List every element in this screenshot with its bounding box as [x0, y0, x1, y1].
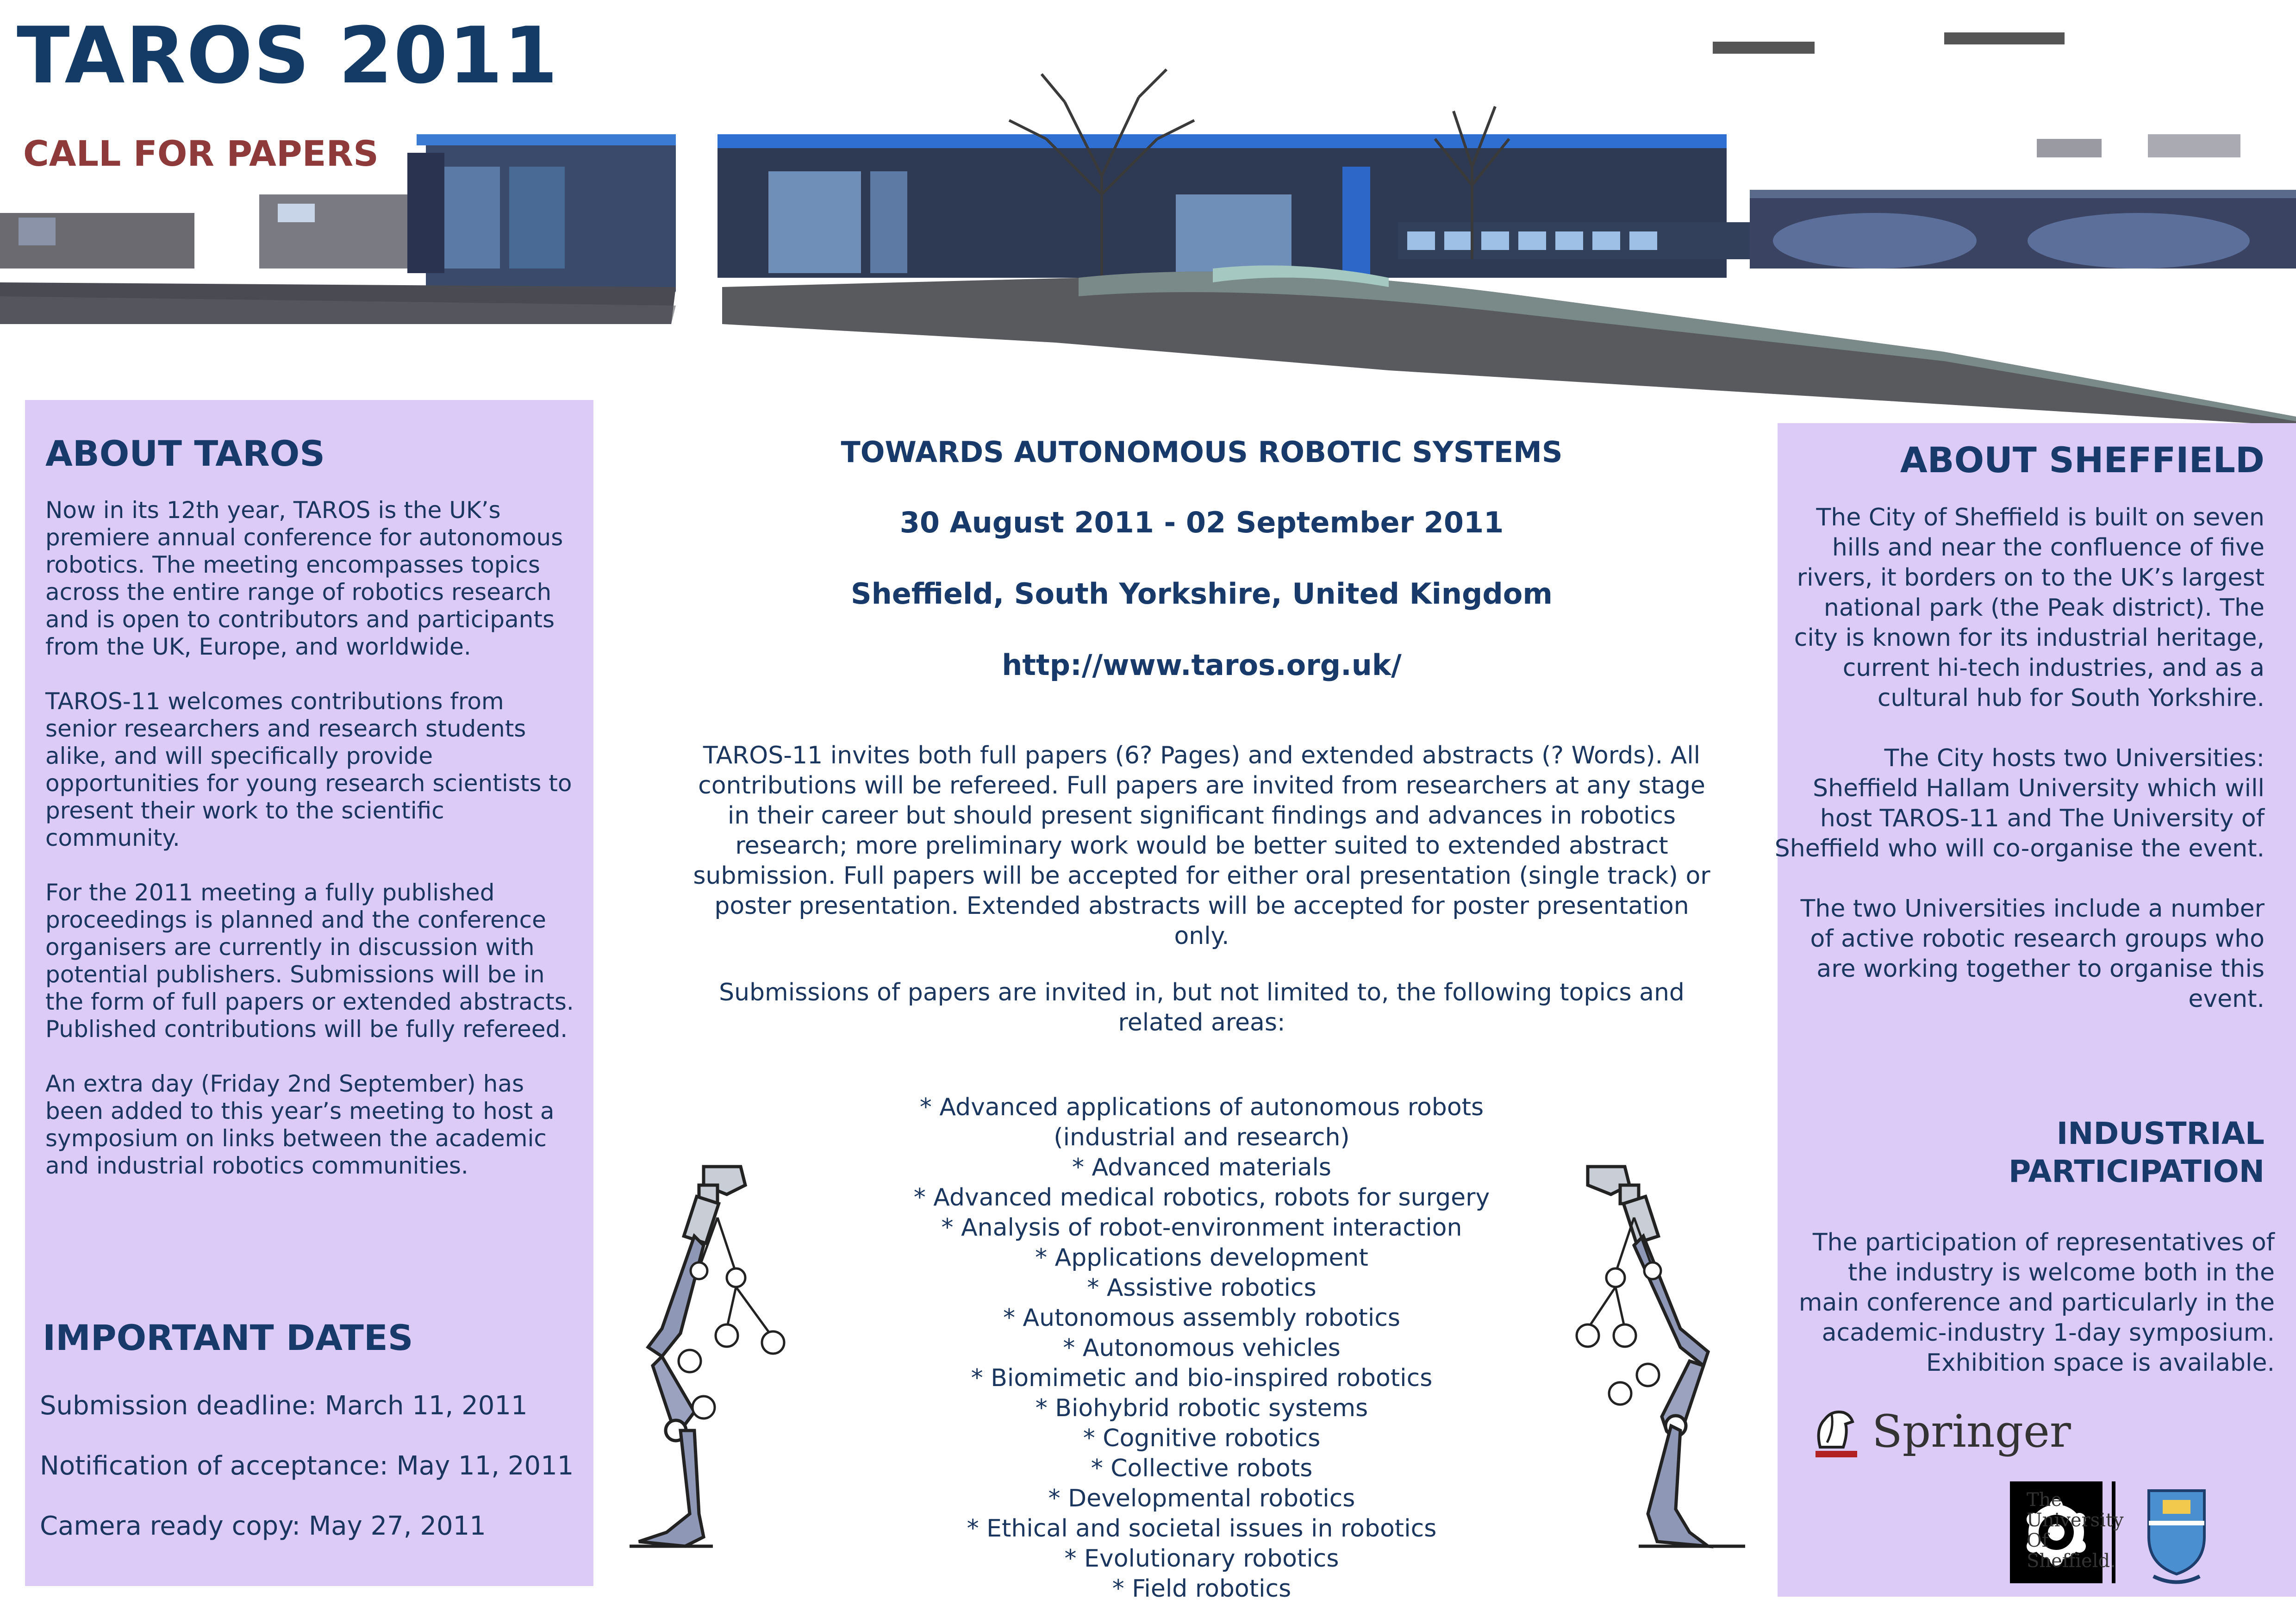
- conference-dates: 30 August 2011 - 02 September 2011: [899, 506, 1504, 539]
- uni-wordmark-line: Sheffield.: [2027, 1550, 2116, 1572]
- about-sheffield-panel: [1774, 423, 2296, 1597]
- submission-deadline: Submission deadline: March 11, 2011: [40, 1391, 528, 1421]
- topic-item: * Assistive robotics: [1087, 1274, 1316, 1302]
- about-sheffield-paragraph: The City hosts two Universities: Sheffield Hallam University which will host TAROS-11 and The University of Sheffield who will co-organise the event.: [1774, 744, 2265, 862]
- topic-item: * Advanced applications of autonomous robots: [919, 1093, 1484, 1121]
- topic-item: * Autonomous vehicles: [1063, 1334, 1341, 1362]
- topic-item: * Developmental robotics: [1048, 1485, 1355, 1512]
- topic-item: * Collective robots: [1091, 1455, 1313, 1482]
- about-taros-paragraph: For the 2011 meeting a fully published proceedings is planned and the conference organisers are currently in discussion with potential publishers. Submissions will be in the form of full papers or extended abstracts. Published contributions will be fully refereed.: [45, 879, 574, 1043]
- uni-wordmark-line: Of: [2027, 1530, 2049, 1551]
- topic-item: * Advanced materials: [1072, 1154, 1332, 1181]
- topic-item: * Biomimetic and bio-inspired robotics: [971, 1364, 1433, 1392]
- topic-item: * Field robotics: [1112, 1575, 1292, 1603]
- about-sheffield-paragraph: The two Universities include a number of active robotic research groups who are working together to organise this event.: [1800, 895, 2265, 1013]
- topic-item: * Biohybrid robotic systems: [1035, 1394, 1368, 1422]
- topic-item: * Applications development: [1035, 1244, 1368, 1272]
- university-logos: [1806, 1481, 2223, 1588]
- topics-intro-text: Submissions of papers are invited in, but not limited to, the following topics and related areas:: [719, 979, 1685, 1037]
- topic-item: * Ethical and societal issues in robotics: [967, 1515, 1437, 1543]
- about-taros-paragraph: TAROS-11 welcomes contributions from senior researchers and research students alike, and will specifically provide opportunities for young research scientists to present their work to the scientific community.: [45, 688, 572, 852]
- about-taros-panel: [25, 400, 593, 1586]
- camera-ready-date: Camera ready copy: May 27, 2011: [40, 1511, 486, 1541]
- about-taros-paragraph: An extra day (Friday 2nd September) has been added to this year’s meeting to host a symposium on links between the academic and industrial robotics communities.: [45, 1070, 555, 1180]
- about-sheffield-paragraph: The City of Sheffield is built on seven hills and near the confluence of five rivers, it borders on to the UK’s largest national park (the Peak district). The city is known for its industrial heritage, current hi-tech industries, and as a cultural hub for South Yorkshire.: [1794, 504, 2265, 712]
- topic-item: * Cognitive robotics: [1083, 1424, 1321, 1452]
- poster-title: TAROS 2011: [17, 10, 559, 101]
- springer-wordmark: Springer: [1872, 1405, 2071, 1457]
- robot-left-icon: [611, 1153, 833, 1551]
- university-of-sheffield-wordmark: [2027, 1490, 2124, 1571]
- topic-item: * Analysis of robot-environment interaction: [941, 1214, 1462, 1242]
- industrial-participation-heading: [2009, 1115, 2265, 1191]
- topics-list: [693, 1093, 1711, 1604]
- call-for-papers-label: CALL FOR PAPERS: [23, 133, 379, 174]
- about-sheffield-heading: ABOUT SHEFFIELD: [1900, 439, 2265, 481]
- notification-date: Notification of acceptance: May 11, 2011: [40, 1451, 574, 1481]
- industry-heading-line: PARTICIPATION: [2008, 1154, 2265, 1189]
- about-taros-heading: ABOUT TAROS: [45, 433, 325, 474]
- industry-heading-line: INDUSTRIAL: [2056, 1116, 2265, 1151]
- conference-subtitle: TOWARDS AUTONOMOUS ROBOTIC SYSTEMS: [841, 435, 1563, 469]
- topic-item: * Autonomous assembly robotics: [1003, 1304, 1400, 1332]
- about-sheffield-text: [1774, 503, 2265, 1014]
- industrial-participation-text: The participation of representatives of the industry is welcome both in the main conference and particularly in the academic-industry 1-day symposium. Exhibition space is available.: [1798, 1229, 2275, 1377]
- building-center-icon: [718, 134, 1750, 278]
- topic-item: * Evolutionary robotics: [1064, 1545, 1339, 1573]
- conference-location: Sheffield, South Yorkshire, United Kingdom: [850, 577, 1553, 611]
- conference-url-link[interactable]: http://www.taros.org.uk/: [1002, 648, 1402, 682]
- call-intro-text: TAROS-11 invites both full papers (6? Pages) and extended abstracts (? Words). All contributions will be refereed. Full papers are invited from researchers at any stage in their career but should present significant findings and advances in robotics research; more preliminary work would be better suited to extended abstract submission. Full papers will be accepted for either oral presentation (single track) or poster presentation. Extended abstracts will be accepted for poster presentation only.: [693, 742, 1710, 950]
- important-dates-heading: IMPORTANT DATES: [43, 1317, 413, 1358]
- springer-horse-icon: [1806, 1401, 1862, 1461]
- uni-wordmark-line: University: [2027, 1510, 2124, 1531]
- springer-logo: [1806, 1401, 2071, 1461]
- robot-right-icon: [1569, 1153, 1791, 1551]
- about-taros-paragraph: Now in its 12th year, TAROS is the UK’s premiere annual conference for autonomous robotics. The meeting encompasses topics across the entire range of robotics research and is open to contributors and participants from the UK, Europe, and worldwide.: [45, 497, 563, 661]
- uni-wordmark-line: The: [2027, 1489, 2062, 1511]
- topic-item: (industrial and research): [1054, 1124, 1350, 1151]
- topic-item: * Advanced medical robotics, robots for surgery: [913, 1184, 1490, 1212]
